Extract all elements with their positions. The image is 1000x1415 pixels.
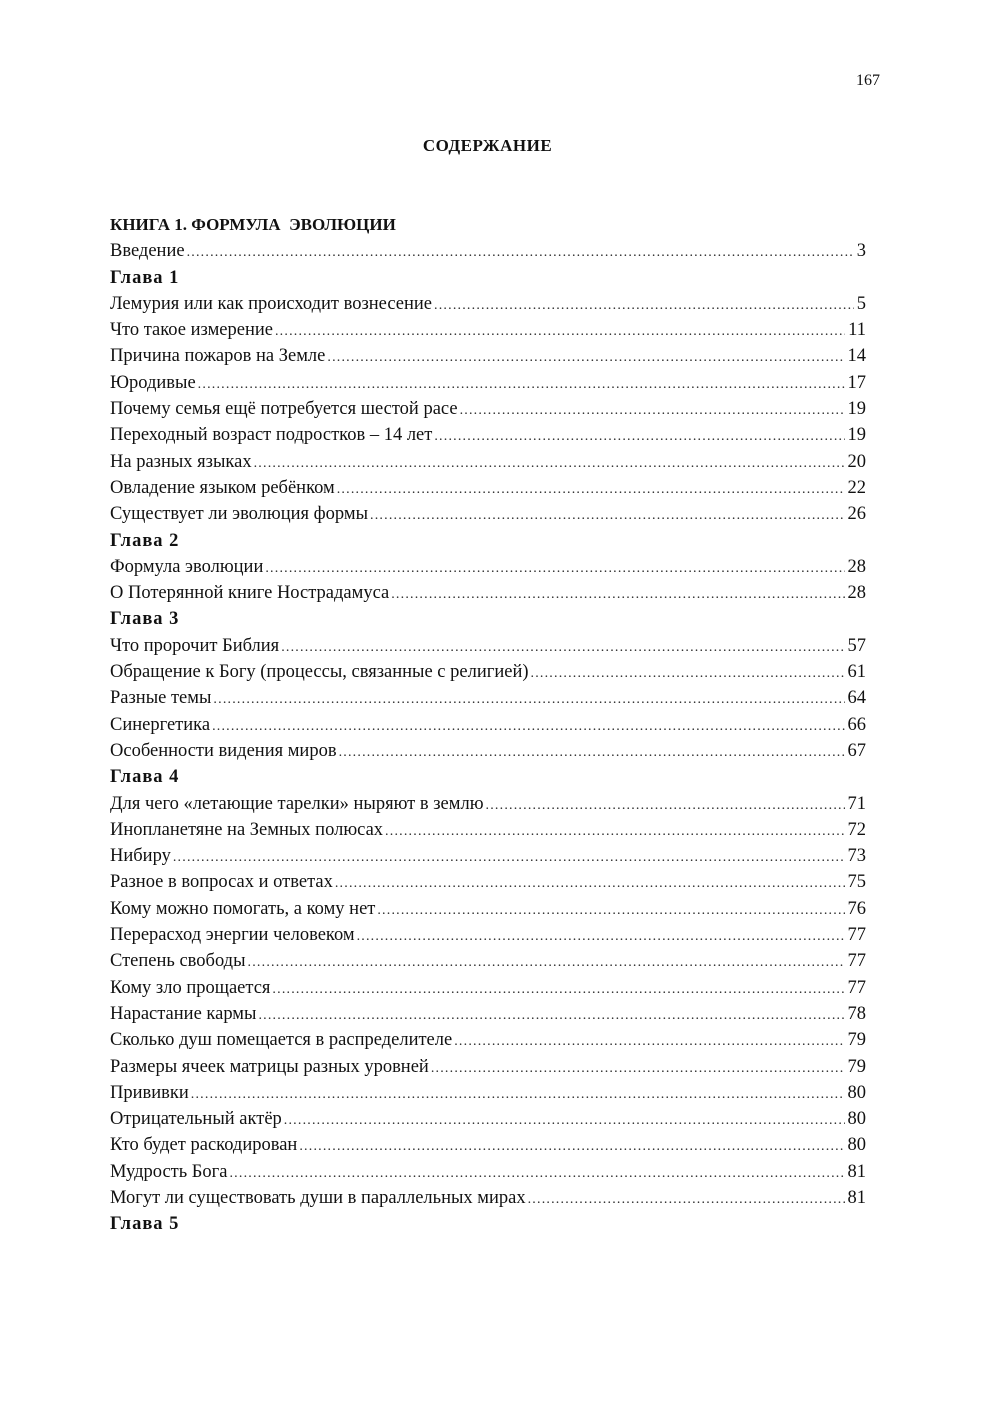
toc-entry-title: Кто будет раскодирован	[110, 1135, 298, 1156]
toc-entry	[110, 791, 866, 817]
dot-leader	[248, 950, 845, 974]
toc-entry-title: Юродивые	[110, 372, 196, 393]
toc-entry	[110, 817, 866, 843]
dot-leader	[335, 871, 845, 895]
toc-entry	[110, 843, 866, 869]
toc-entry-title: Могут ли существовать души в параллельных мирах	[110, 1187, 526, 1208]
toc-entry-page: 79	[847, 1056, 866, 1077]
toc-entry-title: Что такое измерение	[110, 320, 273, 341]
toc-entry-title: Инопланетяне на Земных полюсах	[110, 819, 384, 840]
toc-entry	[110, 1185, 866, 1211]
dot-leader	[434, 424, 844, 448]
dot-leader	[337, 477, 845, 501]
chapter-heading: Глава 4	[110, 767, 180, 788]
toc-entry-page: 78	[847, 1003, 866, 1024]
toc-entry-title: Кому можно помогать, а кому нет	[110, 898, 376, 919]
dot-leader	[229, 1161, 844, 1185]
toc-entry	[110, 449, 866, 475]
toc-entry-page: 22	[847, 477, 866, 498]
toc-entry-page: 81	[847, 1161, 866, 1182]
toc-entry-page: 72	[847, 819, 866, 840]
dot-leader	[281, 635, 844, 659]
toc-entry-page: 73	[847, 846, 866, 867]
dot-leader	[275, 319, 845, 343]
toc-entry-title: Кому зло прощается	[110, 977, 271, 998]
toc-entry-title: На разных языках	[110, 451, 252, 472]
toc-entry-page: 77	[847, 925, 866, 946]
dot-leader	[460, 398, 845, 422]
toc-entry-title: Для чего «летающие тарелки» ныряют в землю	[110, 793, 484, 814]
dot-leader	[528, 1187, 845, 1211]
dot-leader	[191, 1082, 845, 1106]
dot-leader	[284, 1108, 845, 1132]
toc-entry	[110, 685, 866, 711]
toc-entry	[110, 869, 866, 895]
toc-entry	[110, 738, 866, 764]
toc-entry-page: 17	[847, 372, 866, 393]
dot-leader	[212, 714, 844, 738]
toc-entry-page: 28	[847, 583, 866, 604]
toc-entry	[110, 633, 866, 659]
toc-entry-title: Прививки	[110, 1082, 189, 1103]
toc-entry-title: О Потерянной книге Нострадамуса	[110, 583, 390, 604]
toc-entry	[110, 317, 866, 343]
toc-entry-title: Разное в вопросах и ответах	[110, 872, 333, 893]
toc-entry-title: Синергетика	[110, 714, 211, 735]
toc-entry	[110, 422, 866, 448]
toc-entry	[110, 238, 866, 264]
toc-entry-page: 80	[847, 1082, 866, 1103]
dot-leader	[434, 293, 854, 317]
toc-entry-title: Размеры ячеек матрицы разных уровней	[110, 1056, 429, 1077]
toc-entry-title: Особенности видения миров	[110, 740, 337, 761]
toc-entry-title: Переходный возраст подростков – 14 лет	[110, 425, 433, 446]
toc-entry	[110, 948, 866, 974]
dot-leader	[339, 740, 845, 764]
toc-entry-title: Почему семья ещё потребуется шестой расе	[110, 399, 458, 420]
toc-entry-title: Что пророчит Библия	[110, 635, 280, 656]
toc-entry-page: 14	[847, 346, 866, 367]
toc-entry-title: Введение	[110, 241, 185, 262]
toc-entry-page: 80	[847, 1135, 866, 1156]
toc-entry	[110, 1001, 866, 1027]
toc-entry	[110, 1027, 866, 1053]
toc-entry	[110, 1132, 866, 1158]
toc-entry	[110, 975, 866, 1001]
dot-leader	[327, 345, 844, 369]
toc-entry-page: 81	[847, 1187, 866, 1208]
dot-leader	[272, 977, 844, 1001]
dot-leader	[173, 845, 845, 869]
page-title: СОДЕРЖАНИЕ	[422, 136, 553, 155]
toc-entry-title: Мудрость Бога	[110, 1161, 228, 1182]
dot-leader	[187, 240, 854, 264]
table-of-contents	[110, 212, 866, 1238]
dot-leader	[213, 687, 844, 711]
toc-entry	[110, 1159, 866, 1185]
toc-entry-page: 19	[847, 425, 866, 446]
toc-entry-title: Степень свободы	[110, 951, 246, 972]
dot-leader	[531, 661, 845, 685]
toc-entry-page: 71	[847, 793, 866, 814]
toc-entry-page: 66	[847, 714, 866, 735]
toc-entry-page: 19	[847, 399, 866, 420]
toc-entry-title: Разные темы	[110, 688, 212, 709]
toc-entry-title: Отрицательный актёр	[110, 1109, 282, 1130]
toc-entry-title: Причина пожаров на Земле	[110, 346, 326, 367]
chapter-heading: Глава 1	[110, 267, 180, 288]
toc-entry-title: Сколько душ помещается в распределителе	[110, 1030, 453, 1051]
toc-entry	[110, 291, 866, 317]
toc-entry-title: Обращение к Богу (процессы, связанные с религией)	[110, 662, 529, 683]
dot-leader	[299, 1134, 844, 1158]
toc-entry-page: 26	[847, 504, 866, 525]
toc-entry	[110, 659, 866, 685]
dot-leader	[258, 1003, 844, 1027]
chapter-heading: Глава 2	[110, 530, 180, 551]
toc-entry-page: 79	[847, 1030, 866, 1051]
toc-entry-page: 76	[847, 898, 866, 919]
toc-entry	[110, 370, 866, 396]
toc-entry-page: 77	[847, 951, 866, 972]
toc-entry-page: 77	[847, 977, 866, 998]
dot-leader	[391, 582, 844, 606]
toc-entry	[110, 896, 866, 922]
dot-leader	[265, 556, 844, 580]
toc-entry-page: 80	[847, 1109, 866, 1130]
toc-entry-page: 61	[847, 662, 866, 683]
toc-entry	[110, 554, 866, 580]
toc-entry-title: Формула эволюции	[110, 556, 264, 577]
toc-entry-title: Нарастание кармы	[110, 1003, 257, 1024]
dot-leader	[198, 372, 845, 396]
toc-entry	[110, 1080, 866, 1106]
dot-leader	[254, 451, 845, 475]
toc-entry	[110, 712, 866, 738]
toc-entry-page: 5	[856, 293, 866, 314]
toc-entry-page: 75	[847, 872, 866, 893]
dot-leader	[377, 898, 844, 922]
page-number: 167	[856, 72, 880, 89]
toc-entry	[110, 1106, 866, 1132]
toc-entry	[110, 580, 866, 606]
dot-leader	[431, 1056, 845, 1080]
dot-leader	[357, 924, 845, 948]
toc-entry-title: Перерасход энергии человеком	[110, 925, 355, 946]
toc-entry-title: Овладение языком ребёнком	[110, 477, 335, 498]
dot-leader	[370, 503, 844, 527]
chapter-heading: Глава 5	[110, 1214, 180, 1235]
toc-entry	[110, 475, 866, 501]
toc-entry-page: 67	[847, 740, 866, 761]
toc-entry	[110, 396, 866, 422]
toc-entry-page: 20	[847, 451, 866, 472]
toc-entry	[110, 1054, 866, 1080]
dot-leader	[454, 1029, 844, 1053]
toc-entry-title: Лемурия или как происходит вознесение	[110, 293, 433, 314]
book-heading: КНИГА 1. ФОРМУЛА ЭВОЛЮЦИИ	[110, 215, 396, 234]
toc-entry-page: 64	[847, 688, 866, 709]
toc-entry-title: Существует ли эволюция формы	[110, 504, 369, 525]
toc-entry	[110, 922, 866, 948]
toc-entry-page: 11	[848, 320, 866, 341]
chapter-heading: Глава 3	[110, 609, 180, 630]
toc-entry-page: 28	[847, 556, 866, 577]
dot-leader	[385, 819, 844, 843]
toc-entry	[110, 501, 866, 527]
toc-entry-page: 3	[856, 241, 866, 262]
toc-entry-title: Нибиру	[110, 846, 171, 867]
dot-leader	[486, 793, 845, 817]
toc-entry-page: 57	[847, 635, 866, 656]
toc-entry	[110, 343, 866, 369]
